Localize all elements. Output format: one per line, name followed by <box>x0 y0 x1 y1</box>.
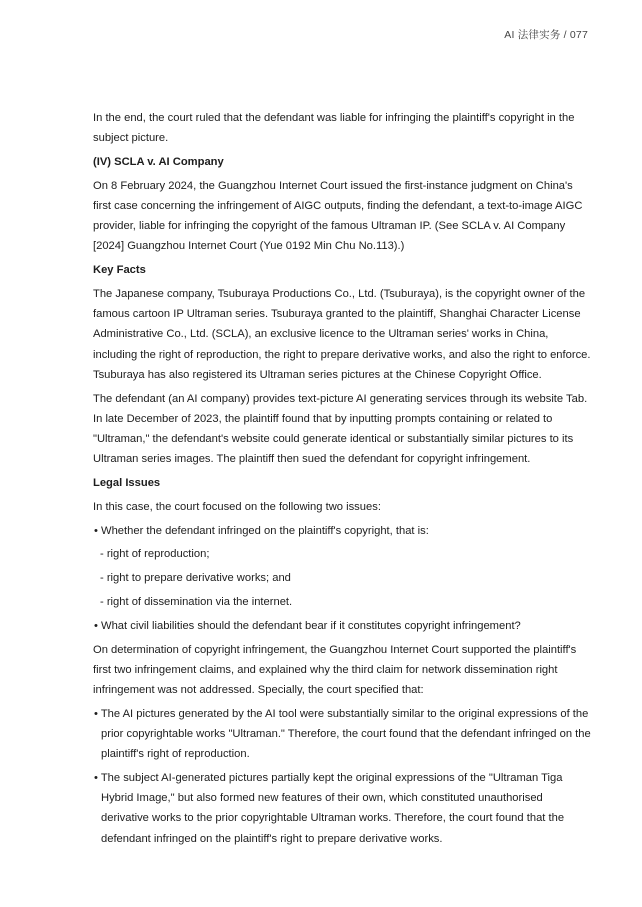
paragraph-defendant: The defendant (an AI company) provides text-picture AI generating services through its website Tab. In late December of 2023, the plaintiff found that by inputting prompts containing or related to "Ultraman," the defendant's website could generate identical or substantially similar pictures to its Ultraman series images. The plaintiff then sued the defendant for copyright infringement. <box>93 392 588 466</box>
section-heading-key-facts: Key Facts <box>93 264 146 277</box>
bullet-finding-reproduction: • The AI pictures generated by the AI tool were substantially similar to the original expressions of the prior copyrightable works "Ultraman." Therefore, the court found that the defendant infringed on the plaintiff's right of reproduction. <box>94 707 591 761</box>
paragraph-issues-intro: In this case, the court focused on the following two issues: <box>93 500 381 513</box>
sub-item-dissemination: - right of dissemination via the internet. <box>100 596 293 608</box>
section-heading-legal-issues: Legal Issues <box>93 477 161 490</box>
running-header: AI 法律实务 / 077 <box>504 29 588 41</box>
paragraph-judgment: On 8 February 2024, the Guangzhou Internet Court issued the first-instance judgment on China's first case concerning the infringement of AIGC outputs, finding the defendant, a text-to-image AIGC provider, liable for infringing the copyright of the famous Ultraman IP. (See SCLA v. AI Company [2024] Guangzhou Internet Court (Yue 0192 Min Chu No.113).) <box>93 179 583 253</box>
paragraph-determination: On determination of copyright infringement, the Guangzhou Internet Court supported the plaintiff's first two infringement claims, and explained why the third claim for network dissemination right infringement was not addressed. Specially, the court specified that: <box>93 643 577 696</box>
bullet-issue-infringement: • Whether the defendant infringed on the plaintiff's copyright, that is: <box>94 524 429 537</box>
document-body <box>93 108 591 852</box>
paragraph-tsuburaya: The Japanese company, Tsuburaya Productions Co., Ltd. (Tsuburaya), is the copyright owner of the famous cartoon IP Ultraman series. Tsuburaya granted to the plaintiff, Shanghai Character License Administrative Co., Ltd. (SCLA), an exclusive licence to the Ultraman series' works in China, including the right of reproduction, the right to prepare derivative works, and also the right to enforce. Tsuburaya has also registered its Ultraman series pictures at the Chinese Copyright Office. <box>93 288 591 381</box>
bullet-finding-derivative: • The subject AI-generated pictures partially kept the original expressions of the "Ultraman Tiga Hybrid Image," but also formed new features of their own, which constituted unauthorised derivative works to the prior copyrightable Ultraman works. Therefore, the court found that the defendant infringed on the plaintiff's right to prepare derivative works. <box>94 772 565 845</box>
paragraph-ruling: In the end, the court ruled that the defendant was liable for infringing the plaintiff's copyright in the subject picture. <box>93 112 575 145</box>
bullet-issue-liabilities: • What civil liabilities should the defendant bear if it constitutes copyright infringement? <box>94 619 521 632</box>
section-heading-case: (IV) SCLA v. AI Company <box>93 156 224 168</box>
sub-item-derivative: - right to prepare derivative works; and <box>100 572 291 585</box>
sub-item-reproduction: - right of reproduction; <box>100 548 210 561</box>
